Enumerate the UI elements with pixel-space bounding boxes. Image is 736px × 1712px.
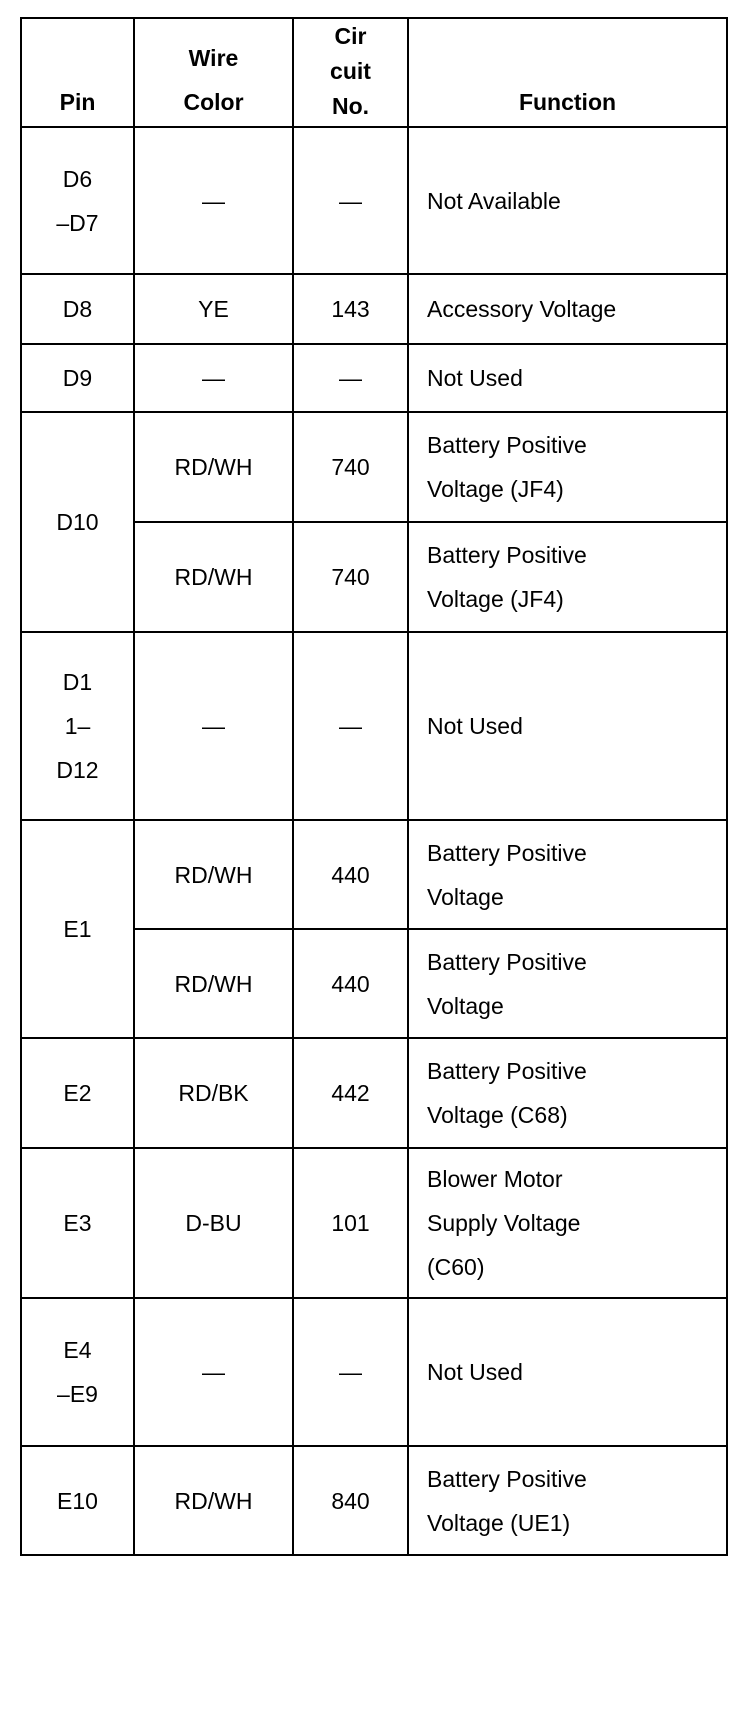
circuit-cell: 143 bbox=[293, 274, 408, 344]
circuit-cell: 740 bbox=[293, 522, 408, 632]
table-row bbox=[21, 127, 727, 274]
function-cell: Not Available bbox=[408, 127, 727, 274]
function-cell: Battery Positive Voltage bbox=[408, 929, 727, 1038]
wire-color-cell: — bbox=[134, 1298, 293, 1446]
circuit-cell: — bbox=[293, 127, 408, 274]
wire-color-cell: RD/BK bbox=[134, 1038, 293, 1148]
wire-color-cell: — bbox=[134, 632, 293, 820]
circuit-cell: 440 bbox=[293, 929, 408, 1038]
circuit-cell: — bbox=[293, 1298, 408, 1446]
table-row bbox=[21, 820, 727, 929]
table-row bbox=[21, 1446, 727, 1555]
table-row bbox=[21, 274, 727, 344]
pin-cell: E10 bbox=[21, 1446, 134, 1555]
pin-cell: D1 1– D12 bbox=[21, 632, 134, 820]
wire-color-cell: RD/WH bbox=[134, 820, 293, 929]
wire-color-cell: RD/WH bbox=[134, 522, 293, 632]
wire-color-cell: — bbox=[134, 127, 293, 274]
function-cell: Battery Positive Voltage bbox=[408, 820, 727, 929]
circuit-cell: 442 bbox=[293, 1038, 408, 1148]
function-cell: Battery Positive Voltage (UE1) bbox=[408, 1446, 727, 1555]
wire-color-cell: RD/WH bbox=[134, 1446, 293, 1555]
connector-pinout-table bbox=[20, 17, 728, 1556]
header-pin: Pin bbox=[21, 18, 134, 127]
function-cell: Battery Positive Voltage (C68) bbox=[408, 1038, 727, 1148]
pin-cell: E4 –E9 bbox=[21, 1298, 134, 1446]
pin-cell: D6 –D7 bbox=[21, 127, 134, 274]
table-row bbox=[21, 1148, 727, 1298]
circuit-cell: — bbox=[293, 344, 408, 412]
header-wire-color: Wire Color bbox=[134, 18, 293, 127]
function-cell: Blower Motor Supply Voltage (C60) bbox=[408, 1148, 727, 1298]
wire-color-cell: — bbox=[134, 344, 293, 412]
wire-color-cell: RD/WH bbox=[134, 929, 293, 1038]
header-circuit-no: Cir cuit No. bbox=[293, 18, 408, 127]
wire-color-cell: RD/WH bbox=[134, 412, 293, 522]
circuit-cell: — bbox=[293, 632, 408, 820]
function-cell: Battery Positive Voltage (JF4) bbox=[408, 412, 727, 522]
function-cell: Not Used bbox=[408, 1298, 727, 1446]
pin-cell: E2 bbox=[21, 1038, 134, 1148]
circuit-cell: 440 bbox=[293, 820, 408, 929]
header-function: Function bbox=[408, 18, 727, 127]
pin-cell: D9 bbox=[21, 344, 134, 412]
table-row bbox=[21, 632, 727, 820]
circuit-cell: 740 bbox=[293, 412, 408, 522]
table-row bbox=[21, 1038, 727, 1148]
pin-cell: D8 bbox=[21, 274, 134, 344]
table-row bbox=[21, 1298, 727, 1446]
circuit-cell: 101 bbox=[293, 1148, 408, 1298]
table-row bbox=[21, 412, 727, 522]
table-row bbox=[21, 344, 727, 412]
function-cell: Not Used bbox=[408, 632, 727, 820]
pin-cell: D10 bbox=[21, 412, 134, 632]
header-row bbox=[21, 18, 727, 127]
function-cell: Accessory Voltage bbox=[408, 274, 727, 344]
wire-color-cell: D-BU bbox=[134, 1148, 293, 1298]
circuit-cell: 840 bbox=[293, 1446, 408, 1555]
wire-color-cell: YE bbox=[134, 274, 293, 344]
function-cell: Battery Positive Voltage (JF4) bbox=[408, 522, 727, 632]
pin-cell: E1 bbox=[21, 820, 134, 1038]
pin-cell: E3 bbox=[21, 1148, 134, 1298]
function-cell: Not Used bbox=[408, 344, 727, 412]
